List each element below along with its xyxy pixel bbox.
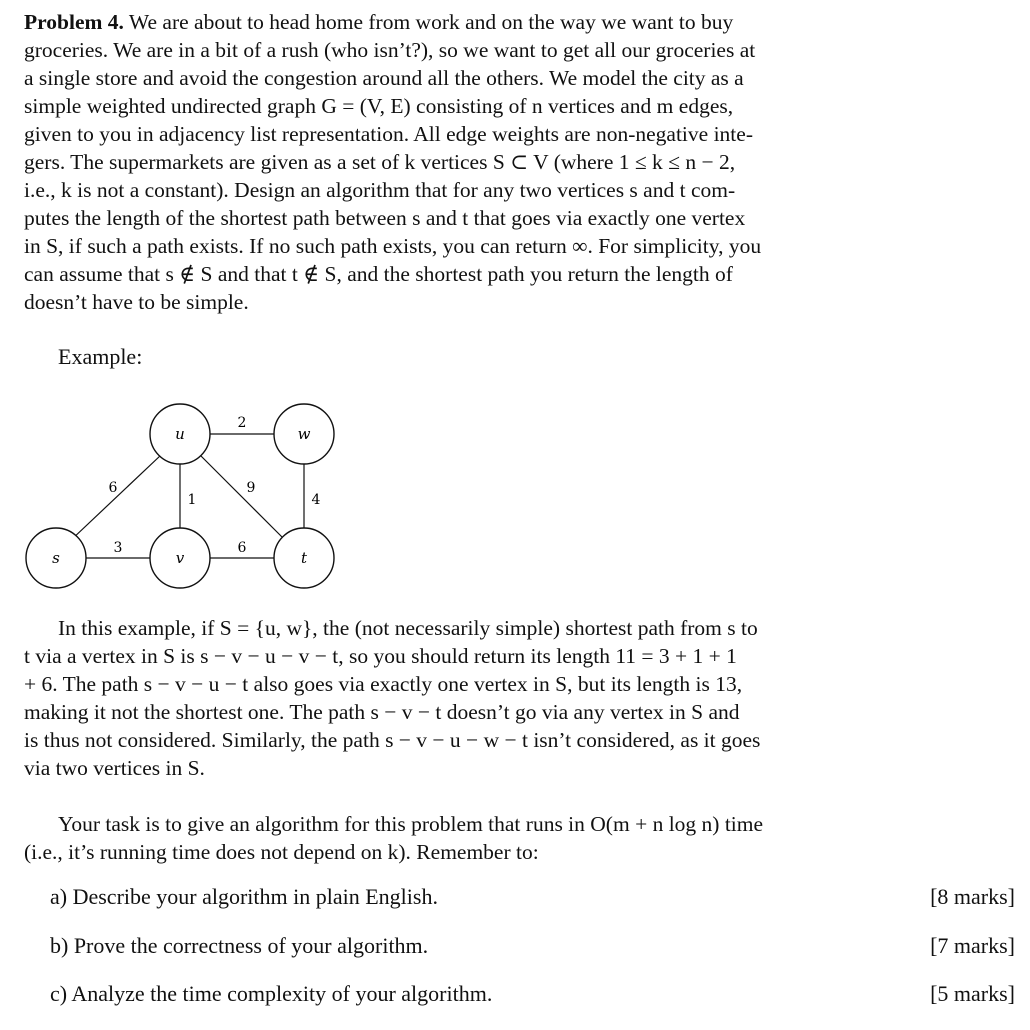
problem-page [24, 8, 1015, 1006]
task-item-marks: [7 marks] [930, 932, 1015, 958]
svg-text:w: w [297, 425, 311, 443]
explanation-line: In this example, if S = {u, w}, the (not necessarily simple) shortest path from s to [58, 616, 758, 640]
weight-v-t: 6 [237, 540, 247, 556]
task-item-c [50, 981, 1015, 1030]
problem-line: in S, if such a path exists. If no such path exists, you can return ∞. For simplicity, you [24, 234, 762, 258]
explanation-line: making it not the shortest one. The path s − v − t doesn’t go via any vertex in S and [24, 700, 740, 724]
task-line: Your task is to give an algorithm for this problem that runs in O(m + n log n) time [58, 812, 764, 836]
node-s [26, 528, 86, 588]
node-w [274, 404, 334, 464]
task-item-b [50, 933, 1015, 982]
task-statement [24, 810, 904, 866]
problem-line: doesn’t have to be simple. [24, 290, 249, 314]
task-item-marks: [5 marks] [930, 981, 1015, 1006]
weight-u-v: 1 [187, 492, 197, 508]
problem-line: Problem 4. We are about to head home from work and on the way we want to buy [24, 10, 734, 34]
problem-line: groceries. We are in a bit of a rush (who isn’t?), so we want to get all our groceries at [24, 38, 756, 62]
task-line: (i.e., it’s running time does not depend on k). Remember to: [24, 840, 539, 864]
example-graph [24, 396, 364, 596]
problem-line: gers. The supermarkets are given as a set of k vertices S ⊂ V (where 1 ≤ k ≤ n − 2, [24, 150, 736, 174]
problem-line: putes the length of the shortest path between s and t that goes via exactly one vertex [24, 206, 746, 230]
explanation-line: via two vertices in S. [24, 756, 205, 780]
problem-statement [24, 8, 1009, 316]
weight-w-t: 4 [311, 492, 321, 508]
edge-s-u [70, 455, 161, 541]
weight-s-u: 6 [108, 480, 118, 496]
node-t [274, 528, 334, 588]
task-item-a [50, 884, 1015, 933]
explanation-line: is thus not considered. Similarly, the path s − v − u − w − t isn’t considered, as it goes [24, 728, 761, 752]
svg-text:s: s [52, 549, 60, 567]
problem-line: simple weighted undirected graph G = (V, E) consisting of n vertices and m edges, [24, 94, 734, 118]
task-item-label: a) Describe your algorithm in plain English. [50, 884, 438, 909]
problem-line: a single store and avoid the congestion around all the others. We model the city as a [24, 66, 744, 90]
problem-heading: Problem 4. [24, 10, 124, 34]
problem-line: given to you in adjacency list representation. All edge weights are non-negative inte- [24, 122, 753, 146]
task-items [50, 884, 1015, 1030]
example-explanation [24, 614, 904, 782]
example-label: Example: [58, 344, 143, 369]
svg-text:v: v [175, 549, 185, 567]
task-item-label: b) Prove the correctness of your algorithm. [50, 932, 429, 958]
weight-s-v: 3 [113, 540, 123, 556]
explanation-line: + 6. The path s − v − u − t also goes via exactly one vertex in S, but its length is 13, [24, 672, 743, 696]
weight-u-w: 2 [237, 415, 247, 431]
svg-text:t: t [300, 549, 308, 567]
problem-line: can assume that s ∉ S and that t ∉ S, and the shortest path you return the length of [24, 262, 733, 286]
edge-u-t [201, 456, 282, 537]
svg-text:u: u [175, 425, 185, 443]
problem-line: i.e., k is not a constant). Design an algorithm that for any two vertices s and t com- [24, 178, 736, 202]
explanation-line: t via a vertex in S is s − v − u − v − t, so you should return its length 11 = 3 + 1 + 1 [24, 644, 737, 668]
task-item-marks: [8 marks] [930, 884, 1015, 909]
weight-u-t: 9 [246, 480, 256, 496]
node-v [150, 528, 210, 588]
node-u [150, 404, 210, 464]
task-item-label: c) Analyze the time complexity of your algorithm. [50, 981, 493, 1006]
